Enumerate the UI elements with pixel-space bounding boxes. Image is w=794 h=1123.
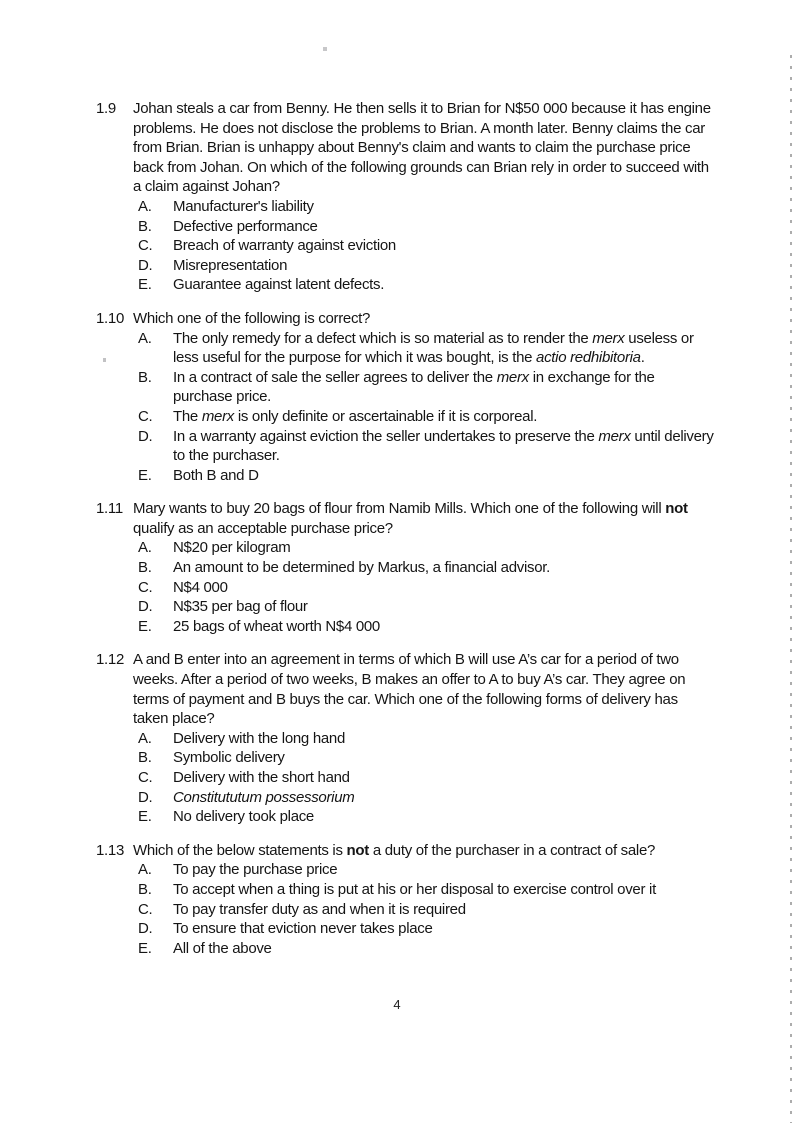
option-letter: E. (138, 466, 152, 484)
question-text: A and B enter into an agreement in terms of which B will use A’s car for a period of two weeks. After a period of two weeks, B makes an offer to A to buy A’s car. They agree on terms of payment and B buys the car. Which one of the following forms of delivery has taken place? (133, 651, 686, 728)
option-text: In a warranty against eviction the seller undertakes to preserve the merx until delivery to the purchaser. (173, 427, 714, 465)
question (96, 99, 716, 295)
option-text: No delivery took place (173, 808, 314, 826)
option-text: To accept when a thing is put at his or her disposal to exercise control over it (173, 880, 656, 898)
option-letter: D. (138, 598, 153, 616)
option-letter: B. (138, 880, 152, 898)
option-letter: A. (138, 329, 152, 347)
question-text: Johan steals a car from Benny. He then sells it to Brian for N$50 000 because it has engine problems. He does not disclose the problems to Brian. A month later. Benny claims the car from Brian. Brian is unhappy about Benny's claim and wants to claim the purchase price back from Johan. On which of the following grounds can Brian rely in order to succeed with a claim against Johan? (133, 100, 711, 196)
option-letter: E. (138, 276, 152, 294)
option-text: All of the above (173, 939, 272, 957)
options-list (133, 729, 716, 827)
option-letter: B. (138, 217, 152, 235)
question-text: Which one of the following is correct? (133, 309, 371, 327)
option-letter: E. (138, 617, 152, 635)
option-text: To pay the purchase price (173, 861, 338, 879)
option (138, 729, 716, 749)
option-text: N$35 per bag of flour (173, 598, 308, 616)
options-list (133, 538, 716, 636)
option (138, 256, 716, 276)
option (138, 329, 716, 368)
question (96, 499, 716, 636)
option-text: The merx is only definite or ascertainable if it is corporeal. (173, 407, 538, 425)
option-letter: C. (138, 900, 153, 918)
option (138, 236, 716, 256)
option-letter: A. (138, 197, 152, 215)
option-text: N$4 000 (173, 578, 228, 596)
option-letter: A. (138, 539, 152, 557)
option-letter: B. (138, 368, 152, 386)
option-letter: C. (138, 769, 153, 786)
option (138, 407, 716, 427)
option (138, 788, 716, 808)
option-letter: A. (138, 861, 152, 879)
option (138, 538, 716, 558)
option (138, 427, 716, 466)
option (138, 880, 716, 900)
question-number: 1.11 (96, 500, 123, 518)
option-text: Manufacturer's liability (173, 197, 314, 215)
option (138, 466, 716, 486)
option-letter: C. (138, 407, 153, 425)
option-text: 25 bags of wheat worth N$4 000 (173, 617, 380, 635)
option-text: Defective performance (173, 217, 318, 235)
option (138, 578, 716, 598)
option-letter: E. (138, 939, 152, 957)
option-text: Breach of warranty against eviction (173, 237, 396, 255)
option-text: Constitututum possessorium (173, 788, 355, 806)
question-text: Mary wants to buy 20 bags of flour from Namib Mills. Which one of the following will not qualify as an acceptable purchase price? (133, 500, 688, 537)
option-text: Delivery with the short hand (173, 769, 350, 786)
option (138, 597, 716, 617)
question (96, 650, 716, 826)
option-text: Symbolic delivery (173, 749, 285, 767)
option (138, 217, 716, 237)
option (138, 860, 716, 880)
option-letter: D. (138, 920, 153, 938)
option-text: An amount to be determined by Markus, a financial advisor. (173, 559, 550, 577)
question-number: 1.9 (96, 100, 116, 117)
option-letter: A. (138, 729, 152, 747)
options-list (133, 329, 716, 486)
option-text: N$20 per kilogram (173, 539, 291, 557)
option (138, 368, 716, 407)
question-number: 1.10 (96, 309, 124, 327)
option (138, 197, 716, 217)
option (138, 939, 716, 959)
option (138, 275, 716, 295)
option-text: Guarantee against latent defects. (173, 276, 385, 294)
option-letter: D. (138, 427, 153, 445)
page-number: 4 (393, 997, 401, 1012)
scan-speck (323, 47, 327, 51)
option-text: Both B and D (173, 466, 259, 484)
option-letter: E. (138, 808, 152, 826)
option-letter: C. (138, 237, 153, 255)
option (138, 919, 716, 939)
options-list (133, 860, 716, 958)
scan-speck (103, 358, 106, 362)
question-number: 1.12 (96, 651, 124, 669)
option (138, 768, 716, 788)
option (138, 807, 716, 827)
option-letter: D. (138, 256, 153, 274)
option (138, 748, 716, 768)
options-list (133, 197, 716, 295)
option-letter: D. (138, 788, 153, 806)
option (138, 558, 716, 578)
questions-list (96, 99, 716, 972)
option-text: Delivery with the long hand (173, 729, 346, 747)
question (96, 841, 716, 959)
option-letter: B. (138, 559, 152, 577)
option-letter: B. (138, 749, 152, 767)
question-text: Which of the below statements is not a duty of the purchaser in a contract of sale? (133, 841, 656, 859)
question-number: 1.13 (96, 841, 124, 859)
option-text: The only remedy for a defect which is so material as to render the merx useless or less useful for the purpose for which it was bought, is the actio redhibitoria. (173, 329, 694, 367)
question (96, 309, 716, 485)
option-text: To pay transfer duty as and when it is required (173, 900, 466, 918)
option (138, 900, 716, 920)
option (138, 617, 716, 637)
option-text: To ensure that eviction never takes place (173, 920, 433, 938)
option-letter: C. (138, 578, 153, 596)
option-text: Misrepresentation (173, 256, 288, 274)
scan-edge-marks (790, 55, 792, 1123)
option-text: In a contract of sale the seller agrees to deliver the merx in exchange for the purchase price. (173, 368, 655, 406)
